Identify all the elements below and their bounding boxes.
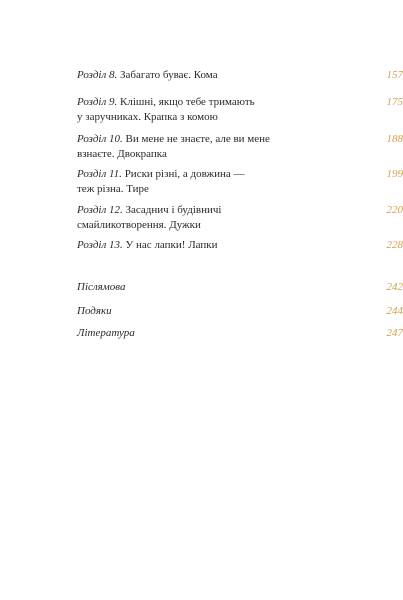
toc-entry-chapter-11 bbox=[77, 167, 403, 197]
section-label: Література bbox=[77, 327, 135, 339]
page-number: 247 bbox=[386, 327, 403, 339]
page-number: 188 bbox=[386, 133, 403, 145]
section-label: Післямова bbox=[77, 281, 126, 293]
toc-entry-chapter-13 bbox=[77, 238, 403, 253]
toc-entry-bibliography bbox=[77, 326, 403, 341]
page-number: 199 bbox=[386, 168, 403, 180]
chapter-title: Клішні, якщо тебе тримають у заручниках. Крапка з комою bbox=[77, 96, 255, 123]
page-number: 175 bbox=[386, 96, 403, 108]
toc-entry-chapter-9 bbox=[77, 95, 403, 125]
chapter-label: Розділ 12. bbox=[77, 204, 123, 216]
toc-entry-chapter-8 bbox=[77, 68, 403, 83]
page-number: 220 bbox=[386, 204, 403, 216]
page-number: 244 bbox=[386, 305, 403, 317]
chapter-label: Розділ 11. bbox=[77, 168, 122, 180]
page-number: 242 bbox=[386, 281, 403, 293]
page-number: 157 bbox=[386, 69, 403, 81]
section-label: Подяки bbox=[77, 305, 112, 317]
chapter-title: Забагато буває. Кома bbox=[120, 69, 218, 81]
toc-entry-acknowledgements bbox=[77, 304, 403, 319]
chapter-title: Засаднич і будівничі смайликотворення. Дужки bbox=[77, 204, 222, 231]
chapter-label: Розділ 8. bbox=[77, 69, 118, 81]
chapter-title: У нас лапки! Лапки bbox=[125, 239, 218, 251]
toc-entry-chapter-10 bbox=[77, 132, 403, 162]
toc-entry-afterword bbox=[77, 280, 403, 295]
chapter-label: Розділ 10. bbox=[77, 133, 123, 145]
chapter-label: Розділ 9. bbox=[77, 96, 118, 108]
toc-entry-chapter-12 bbox=[77, 203, 403, 233]
chapter-title: Ви мене не знаєте, але ви мене взнаєте. Двокрапка bbox=[77, 133, 270, 160]
chapter-title: Риски різні, а довжина — теж різна. Тире bbox=[77, 168, 245, 195]
chapter-label: Розділ 13. bbox=[77, 239, 123, 251]
page-number: 228 bbox=[386, 239, 403, 251]
